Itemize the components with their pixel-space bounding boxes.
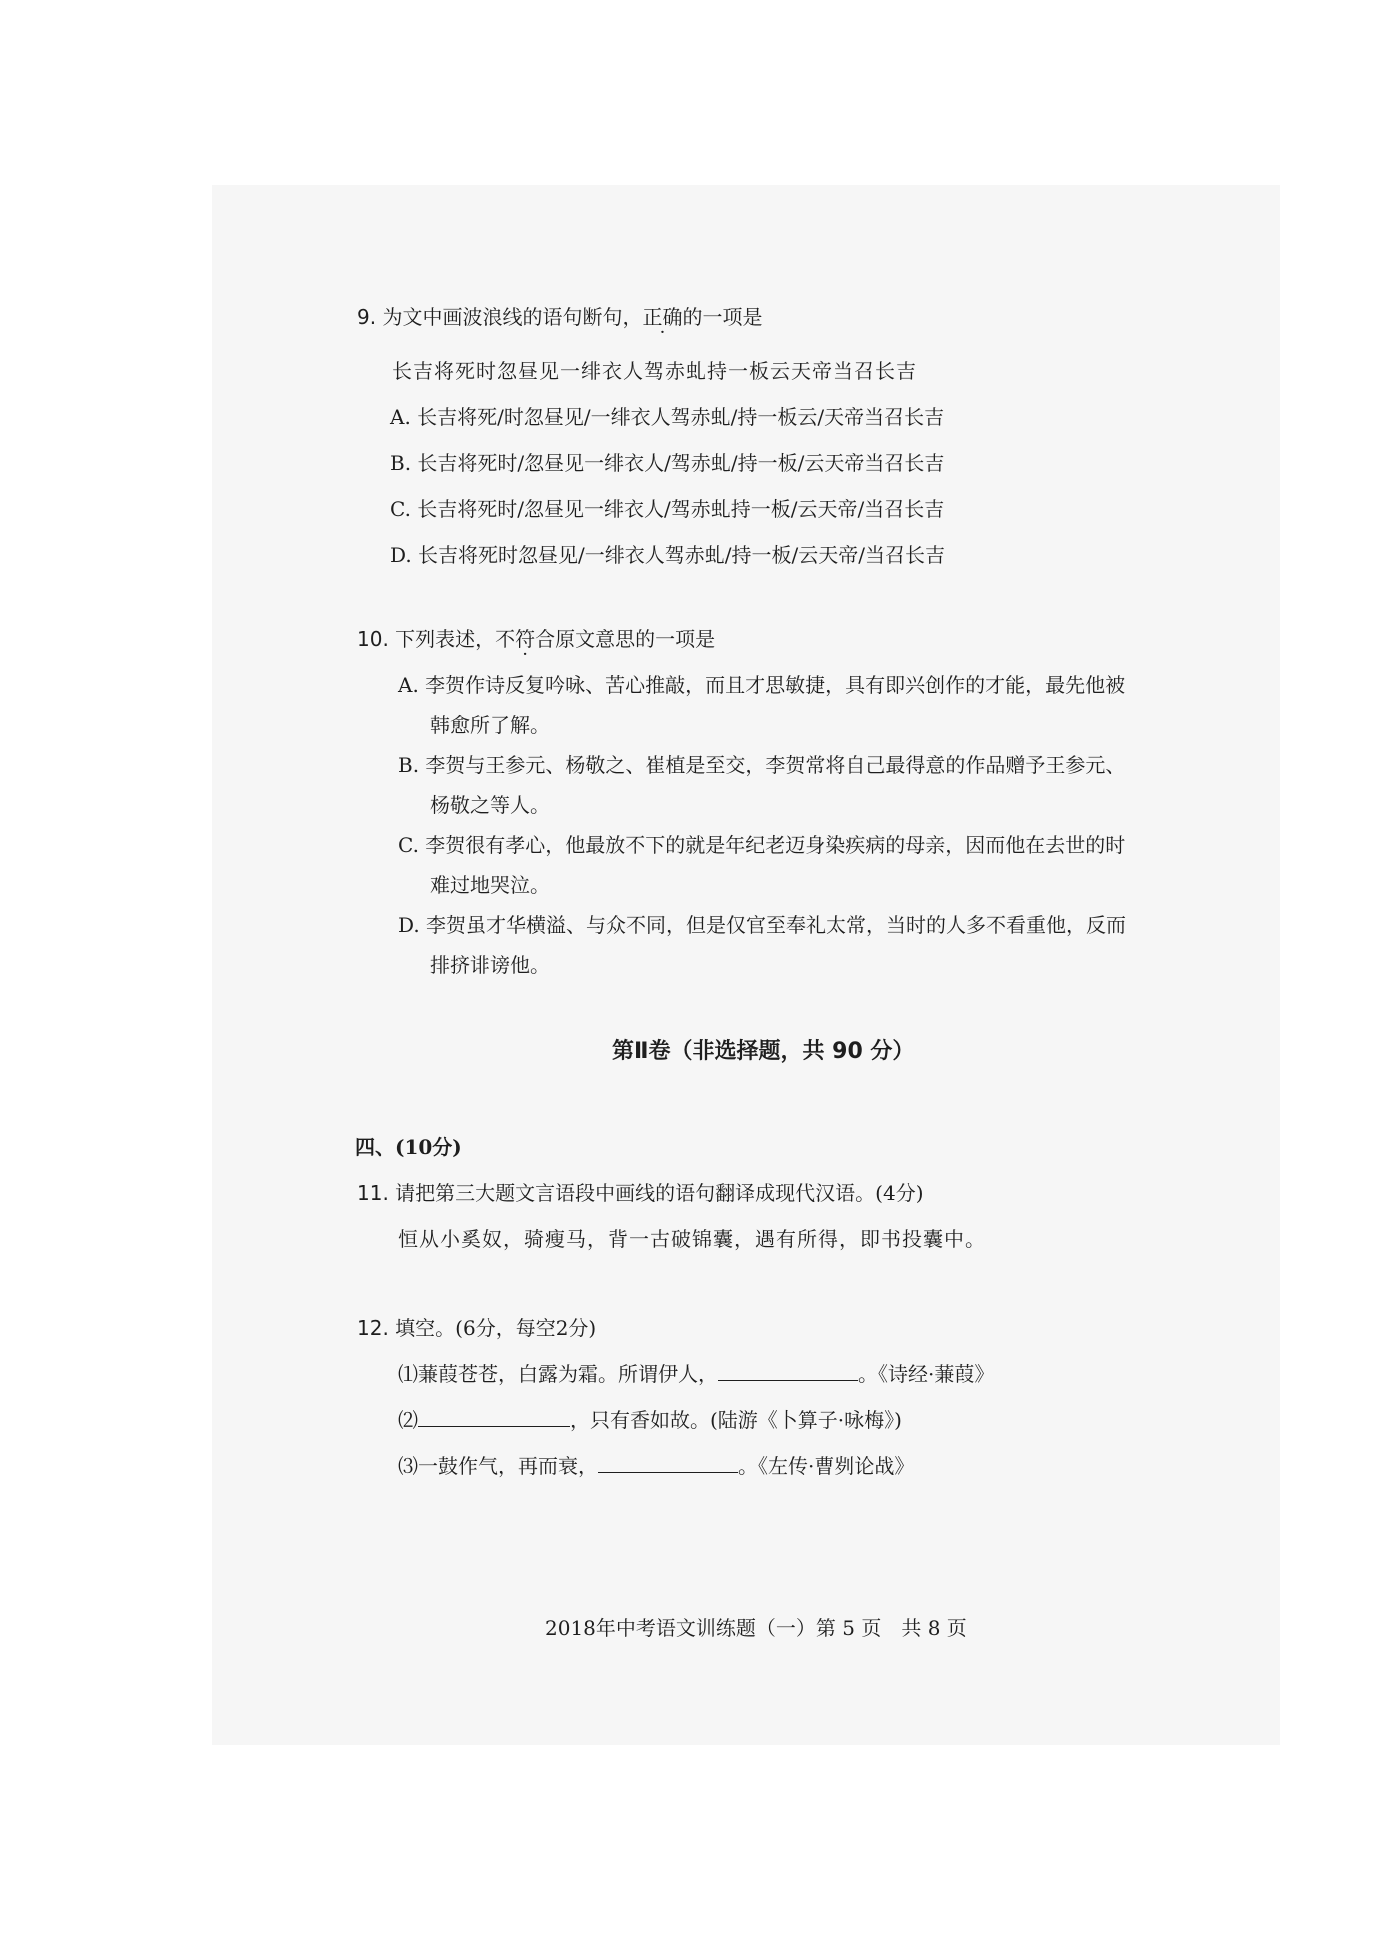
q12-item-2 — [398, 1406, 902, 1434]
section-four-heading: 四、(10分) — [355, 1135, 462, 1159]
q12-item-3-before: ⑶一鼓作气，再而衰， — [398, 1454, 598, 1478]
q12-item-1-before: ⑴蒹葭苍苍，白露为霜。所谓伊人， — [398, 1362, 718, 1386]
q12-item-3-blank[interactable] — [598, 1452, 738, 1473]
q12-item-2-after: ，只有香如故。(陆游《卜算子·咏梅》) — [570, 1408, 902, 1432]
q10-option-c-line2: 难过地哭泣。 — [430, 873, 550, 897]
q12-item-2-blank[interactable] — [418, 1406, 570, 1427]
q9-option-d: D. 长吉将死时忽昼见/一绯衣人驾赤虬/持一板/云天帝/当召长吉 — [390, 543, 945, 567]
q9-stem-before: 为文中画波浪线的语句断句， — [382, 305, 643, 329]
q12-item-1 — [398, 1360, 994, 1388]
q9-source-sentence: 长吉将死时忽昼见一绯衣人驾赤虬持一板云天帝当召长吉 — [392, 359, 917, 383]
q12-item-3-after: 。《左传·曹刿论战》 — [738, 1454, 915, 1478]
q9-option-c: C. 长吉将死时/忽昼见一绯衣人/驾赤虬持一板/云天帝/当召长吉 — [390, 497, 945, 521]
q11-stem — [357, 1179, 924, 1207]
q10-option-c-line1: C. 李贺很有孝心，他最放不下的就是年纪老迈身染疾病的母亲，因而他在去世的时 — [398, 833, 1126, 857]
q9-option-b: B. 长吉将死时/忽昼见一绯衣人/驾赤虬/持一板/云天帝当召长吉 — [390, 451, 945, 475]
q12-stem — [357, 1314, 596, 1342]
q12-item-2-before: ⑵ — [398, 1408, 418, 1432]
q10-option-d-line2: 排挤诽谤他。 — [430, 953, 550, 977]
q10-option-a-line2: 韩愈所了解。 — [430, 713, 550, 737]
q10-option-d-line1: D. 李贺虽才华横溢、与众不同，但是仅官至奉礼太常，当时的人多不看重他，反而 — [398, 913, 1127, 937]
q10-stem-before: 下列表述， — [395, 627, 496, 651]
q9-number: 9. — [357, 305, 377, 329]
q9-stem-after: 的一项是 — [682, 305, 763, 329]
q11-number: 11. — [357, 1181, 389, 1205]
q10-stem — [357, 625, 715, 653]
page-footer: 2018年中考语文训练题（一）第 5 页 共 8 页 — [545, 1616, 967, 1640]
q11-sentence: 恒从小奚奴，骑瘦马，背一古破锦囊，遇有所得，即书投囊中。 — [398, 1227, 986, 1251]
q12-stem-text: 填空。(6分，每空2分) — [395, 1316, 597, 1340]
q10-number: 10. — [357, 627, 389, 651]
part-two-title: 第Ⅱ卷（非选择题，共 90 分） — [612, 1039, 915, 1064]
q10-option-b-line2: 杨敬之等人。 — [430, 793, 550, 817]
q10-stem-after: 原文意思的一项是 — [555, 627, 716, 651]
q10-option-b-line1: B. 李贺与王参元、杨敬之、崔植是至交，李贺常将自己最得意的作品赠予王参元、 — [398, 753, 1126, 777]
q12-item-1-after: 。《诗经·蒹葭》 — [858, 1362, 995, 1386]
q9-option-a: A. 长吉将死/时忽昼见/一绯衣人驾赤虬/持一板云/天帝当召长吉 — [390, 405, 945, 429]
q12-item-1-blank[interactable] — [718, 1360, 858, 1381]
q10-option-a-line1: A. 李贺作诗反复吟咏、苦心推敲，而且才思敏捷，具有即兴创作的才能，最先他被 — [398, 673, 1126, 697]
q12-item-3 — [398, 1452, 914, 1480]
q11-stem-text: 请把第三大题文言语段中画线的语句翻译成现代汉语。(4分) — [395, 1181, 924, 1205]
q10-stem-emphasis: 不符合 — [495, 627, 556, 651]
q9-stem — [357, 303, 762, 331]
q12-number: 12. — [357, 1316, 389, 1340]
q9-stem-emphasis: 正确 — [642, 305, 683, 329]
